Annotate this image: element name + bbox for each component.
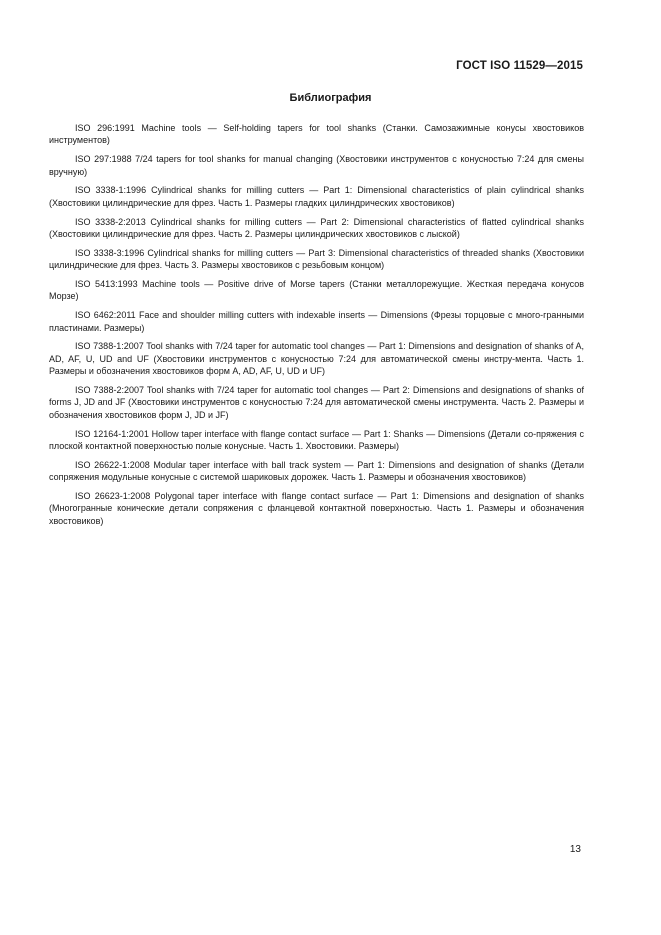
bibliography-entry-iso-3338-1: ISO 3338-1:1996 Cylindrical shanks for milling cutters — Part 1: Dimensional characteristics of plain cylindrical shanks (Хвостовики цилиндрические для фрез. Часть 1. Размеры гладких цилиндрических хвостовиков) xyxy=(49,185,584,208)
bibliography-entry-iso-296: ISO 296:1991 Machine tools — Self-holding tapers for tool shanks (Станки. Самозажимные конусы хвостовиков инструментов) xyxy=(49,123,584,146)
bibliography-entry-iso-7388-1: ISO 7388-1:2007 Tool shanks with 7/24 taper for automatic tool changes — Part 1: Dimensions and designation of shanks of A, AD, AF, U, UD and UF (Хвостовики инструментов с конусностью 7:24 для автоматической смены инстру-мента. Часть 1. Размеры и обозначения хвостовиков форм A, AD, AF, U, UD и UF) xyxy=(49,341,584,377)
bibliography-entry-iso-6462: ISO 6462:2011 Face and shoulder milling cutters with indexable inserts — Dimensions (Фрезы торцовые с много-гранными пластинами. Размеры) xyxy=(49,310,584,333)
bibliography-entry-iso-3338-3: ISO 3338-3:1996 Cylindrical shanks for milling cutters — Part 3: Dimensional characteristics of threaded shanks (Хвостовики цилиндрические для фрез. Часть 3. Размеры хвостовиков с резьбовым концом) xyxy=(49,247,584,271)
bibliography-entry-iso-26622-1: ISO 26622-1:2008 Modular taper interface with ball track system — Part 1: Dimensions and designation of shanks (Детали сопряжения модульные конусные с системой шариковых дорожек. Часть 1. Размеры и обозначения хвостовиков) xyxy=(49,459,584,483)
standard-code-header: ГОСТ ISO 11529—2015 xyxy=(456,60,583,72)
bibliography-entry-iso-5413: ISO 5413:1993 Machine tools — Positive drive of Morse tapers (Станки металлорежущие. Жесткая передача конусов Морзе) xyxy=(49,279,584,302)
bibliography-entry-iso-297: ISO 297:1988 7/24 tapers for tool shanks for manual changing (Хвостовики инструментов с конусностью 7:24 для смены вручную) xyxy=(49,154,584,177)
bibliography-entry-iso-3338-2: ISO 3338-2:2013 Cylindrical shanks for milling cutters — Part 2: Dimensional characteristics of flatted cylindrical shanks (Хвостовики цилиндрические для фрез. Часть 2. Размеры цилиндрических хвостовиков с лыской) xyxy=(49,216,584,240)
bibliography-title: Библиография xyxy=(289,92,372,104)
bibliography-entry-iso-12164-1: ISO 12164-1:2001 Hollow taper interface with flange contact surface — Part 1: Shanks — Dimensions (Детали со-пряжения с плоской контактной поверхностью полые конусные. Часть 1. Хвостовики. Размеры) xyxy=(49,428,584,452)
bibliography-list xyxy=(49,122,584,534)
page-number: 13 xyxy=(569,844,581,855)
bibliography-entry-iso-7388-2: ISO 7388-2:2007 Tool shanks with 7/24 taper for automatic tool changes — Part 2: Dimensions and designations of shanks of forms J, JD and JF (Хвостовики инструментов с конусностью 7:24 для автоматической смены инструмента. Часть 2. Размеры и обозначения хвостовиков форм J, JD и JF) xyxy=(49,385,584,420)
bibliography-entry-iso-26623-1: ISO 26623-1:2008 Polygonal taper interface with flange contact surface — Part 1: Dimensions and designation of shanks (Многогранные конические детали сопряжения с фланцевой контактной поверхностью. Часть 1. Размеры и обозначения хвостовиков) xyxy=(49,491,584,526)
